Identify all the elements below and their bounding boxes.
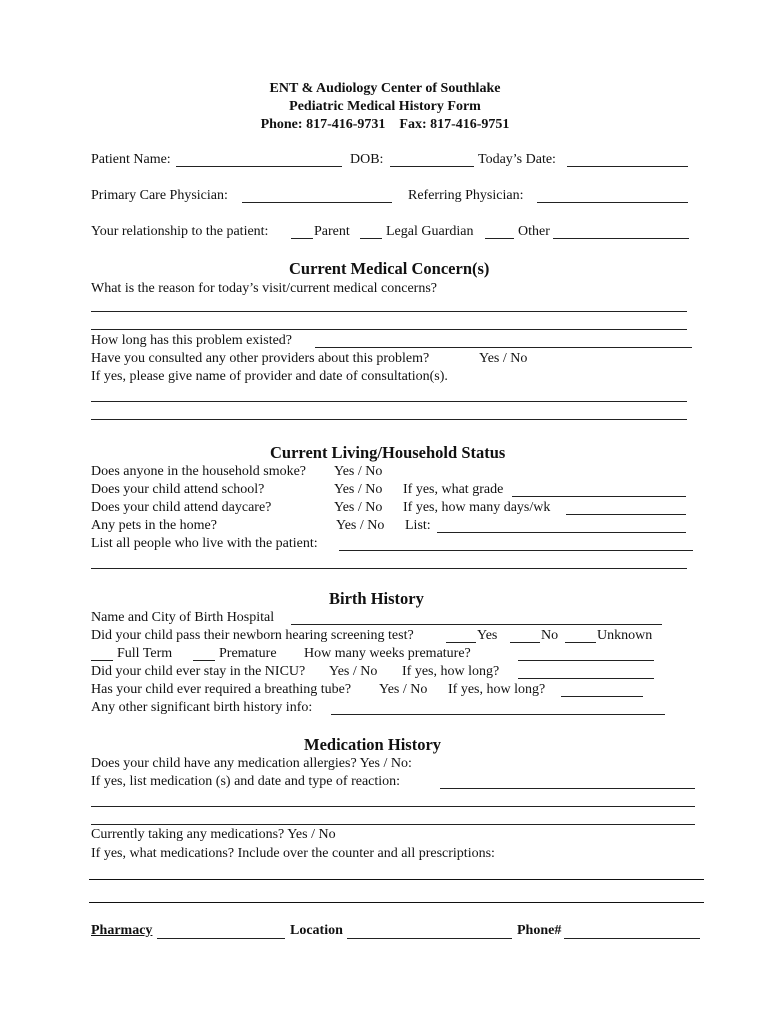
pcp-label: Primary Care Physician: (91, 188, 228, 203)
daycare-yes-no[interactable]: Yes / No (334, 500, 383, 515)
full-term-option: Full Term (117, 646, 173, 661)
other-field[interactable] (553, 238, 689, 239)
other-birth-info-field[interactable] (331, 714, 665, 715)
daycare-question: Does your child attend daycare? (91, 500, 272, 515)
breathing-tube-duration-field[interactable] (561, 696, 643, 697)
hearing-screening-question: Did your child pass their newborn hearing screening test? (91, 628, 414, 643)
allergies-question: Does your child have any medication allergies? Yes / No: (91, 756, 412, 771)
weeks-premature-field[interactable] (518, 660, 654, 661)
other-birth-info-label: Any other significant birth history info: (91, 700, 313, 715)
dob-label: DOB: (350, 152, 384, 167)
duration-field[interactable] (315, 347, 692, 348)
current-medications-question: Currently taking any medications? Yes / No (91, 827, 336, 842)
pharmacy-field[interactable] (157, 938, 285, 939)
medications-line-1[interactable] (89, 879, 704, 880)
household-people-line-2[interactable] (91, 568, 687, 569)
birth-hospital-label: Name and City of Birth Hospital (91, 610, 275, 625)
premature-option: Premature (219, 646, 277, 661)
pharmacy-label: Pharmacy (91, 923, 153, 938)
pets-list-label: List: (405, 518, 431, 533)
parent-checkbox[interactable] (291, 238, 313, 239)
weeks-premature-label: How many weeks premature? (304, 646, 471, 661)
consulted-question: Have you consulted any other providers about this problem? (91, 351, 430, 366)
todays-date-field[interactable] (567, 166, 688, 167)
allergy-line-3[interactable] (91, 824, 695, 825)
smoke-yes-no[interactable]: Yes / No (334, 464, 383, 479)
consulted-yes-no[interactable]: Yes / No (479, 351, 528, 366)
nicu-question: Did your child ever stay in the NICU? (91, 664, 306, 679)
todays-date-label: Today’s Date: (478, 152, 556, 167)
daycare-days-label: If yes, how many days/wk (403, 500, 551, 515)
reason-question: What is the reason for today’s visit/current medical concerns? (91, 281, 437, 296)
screening-no-checkbox[interactable] (510, 642, 540, 643)
guardian-checkbox[interactable] (360, 238, 382, 239)
screening-yes-option: Yes (477, 628, 498, 643)
concern-section-title: Current Medical Concern(s) (289, 259, 490, 278)
allergy-list-field[interactable] (440, 788, 695, 789)
nicu-duration-field[interactable] (518, 678, 654, 679)
screening-unknown-checkbox[interactable] (565, 642, 596, 643)
clinic-contact: Phone: 817-416-9731 Fax: 817-416-9751 (260, 117, 510, 132)
household-people-label: List all people who live with the patient: (91, 536, 318, 551)
birth-hospital-field[interactable] (291, 624, 662, 625)
provider-line-2[interactable] (91, 419, 687, 420)
pets-question: Any pets in the home? (91, 518, 217, 533)
which-medications-label: If yes, what medications? Include over the counter and all prescriptions: (91, 846, 495, 861)
allergy-line-2[interactable] (91, 806, 695, 807)
pets-list-field[interactable] (437, 532, 686, 533)
reason-line-2[interactable] (91, 329, 687, 330)
breathing-tube-duration-label: If yes, how long? (448, 682, 546, 697)
pcp-field[interactable] (242, 202, 392, 203)
breathing-tube-yes-no[interactable]: Yes / No (379, 682, 428, 697)
reason-line-1[interactable] (91, 311, 687, 312)
allergy-list-label: If yes, list medication (s) and date and type of reaction: (91, 774, 401, 789)
premature-checkbox[interactable] (193, 660, 215, 661)
smoke-question: Does anyone in the household smoke? (91, 464, 307, 479)
medications-line-2[interactable] (89, 902, 704, 903)
pets-yes-no[interactable]: Yes / No (336, 518, 385, 533)
school-question: Does your child attend school? (91, 482, 265, 497)
patient-name-field[interactable] (176, 166, 342, 167)
guardian-option: Legal Guardian (386, 224, 474, 239)
pharmacy-phone-field[interactable] (564, 938, 700, 939)
form-title: Pediatric Medical History Form (289, 99, 481, 114)
pharmacy-phone-label: Phone# (517, 923, 562, 938)
medication-section-title: Medication History (304, 735, 442, 754)
nicu-yes-no[interactable]: Yes / No (329, 664, 378, 679)
screening-yes-checkbox[interactable] (446, 642, 476, 643)
screening-no-option: No (541, 628, 559, 643)
provider-line-1[interactable] (91, 401, 687, 402)
referring-physician-field[interactable] (537, 202, 688, 203)
grade-label: If yes, what grade (403, 482, 504, 497)
parent-option: Parent (314, 224, 350, 239)
clinic-name: ENT & Audiology Center of Southlake (269, 81, 501, 96)
other-option: Other (518, 224, 550, 239)
breathing-tube-question: Has your child ever required a breathing tube? (91, 682, 352, 697)
grade-field[interactable] (512, 496, 686, 497)
nicu-duration-label: If yes, how long? (402, 664, 500, 679)
provider-question: If yes, please give name of provider and date of consultation(s). (91, 369, 448, 384)
other-checkbox[interactable] (485, 238, 514, 239)
birth-section-title: Birth History (329, 589, 424, 608)
dob-field[interactable] (390, 166, 474, 167)
location-field[interactable] (347, 938, 512, 939)
school-yes-no[interactable]: Yes / No (334, 482, 383, 497)
referring-physician-label: Referring Physician: (408, 188, 524, 203)
duration-question: How long has this problem existed? (91, 333, 293, 348)
living-section-title: Current Living/Household Status (270, 443, 506, 462)
relationship-label: Your relationship to the patient: (91, 224, 269, 239)
daycare-days-field[interactable] (566, 514, 686, 515)
location-label: Location (290, 923, 343, 938)
full-term-checkbox[interactable] (91, 660, 113, 661)
household-people-field[interactable] (339, 550, 693, 551)
screening-unknown-option: Unknown (597, 628, 653, 643)
patient-name-label: Patient Name: (91, 152, 171, 167)
